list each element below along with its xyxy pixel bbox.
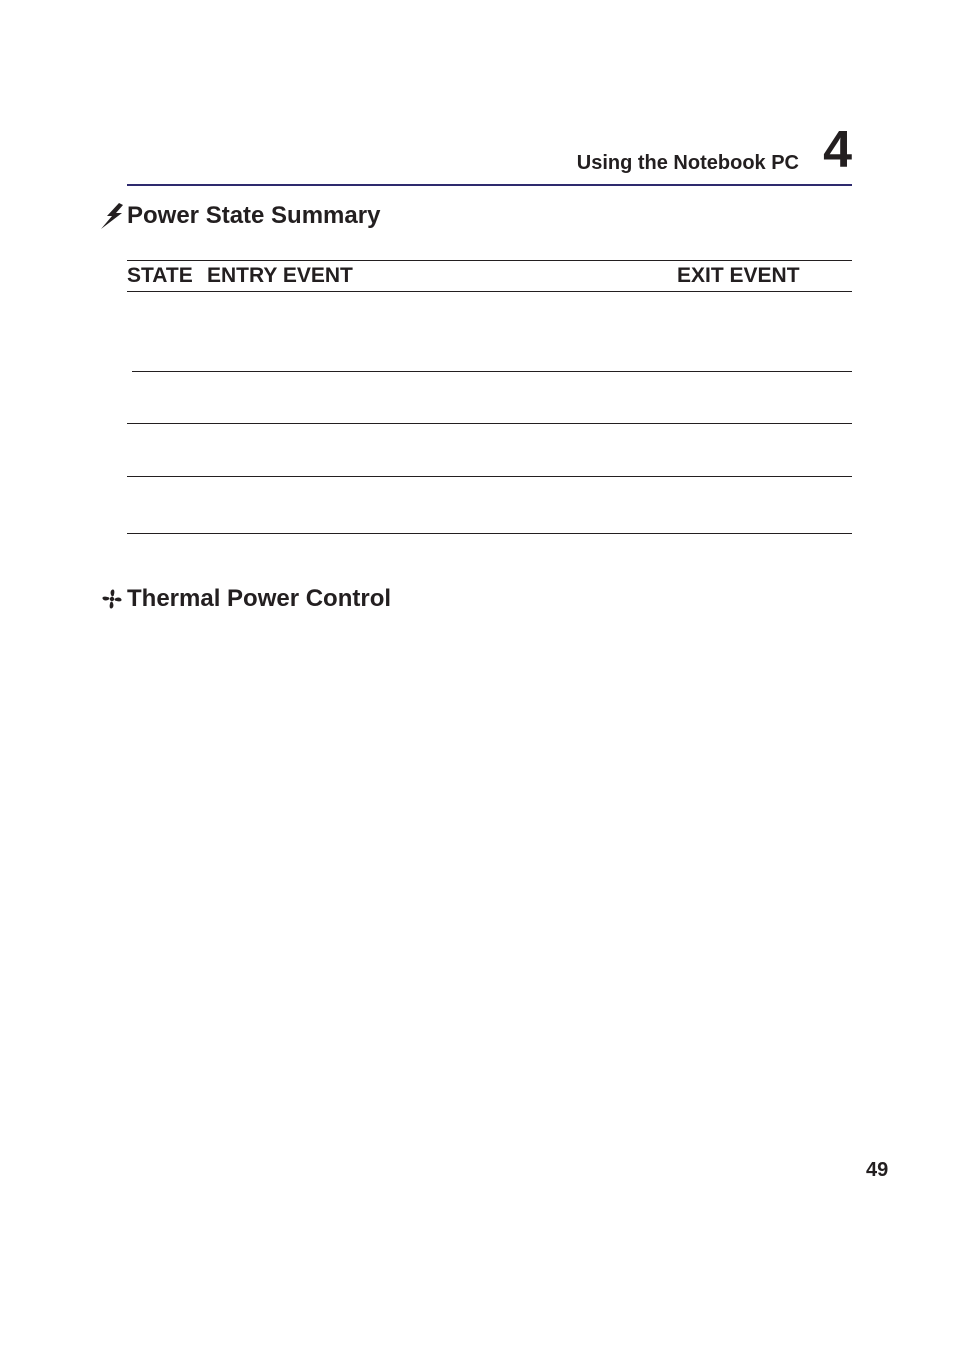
column-header-state: STATE [127,264,193,287]
section-power-state-summary [100,200,380,232]
table-header-row [127,260,852,292]
column-header-exit-event: EXIT EVENT [677,264,800,287]
table-row [127,533,852,534]
chapter-title: Using the Notebook PC [576,152,799,174]
table-row [132,371,852,372]
table-row [127,423,852,424]
lightning-bolt-icon [100,202,124,230]
page-number: 49 [866,1159,889,1181]
power-state-table [127,260,852,292]
section-thermal-power-control [100,583,391,615]
chapter-number: 4 [823,121,852,179]
section-title: Power State Summary [127,202,381,229]
running-header [127,121,852,186]
column-header-entry-event: ENTRY EVENT [207,264,353,287]
table-row [127,476,852,477]
section-title: Thermal Power Control [127,585,392,612]
fan-icon [100,585,124,613]
